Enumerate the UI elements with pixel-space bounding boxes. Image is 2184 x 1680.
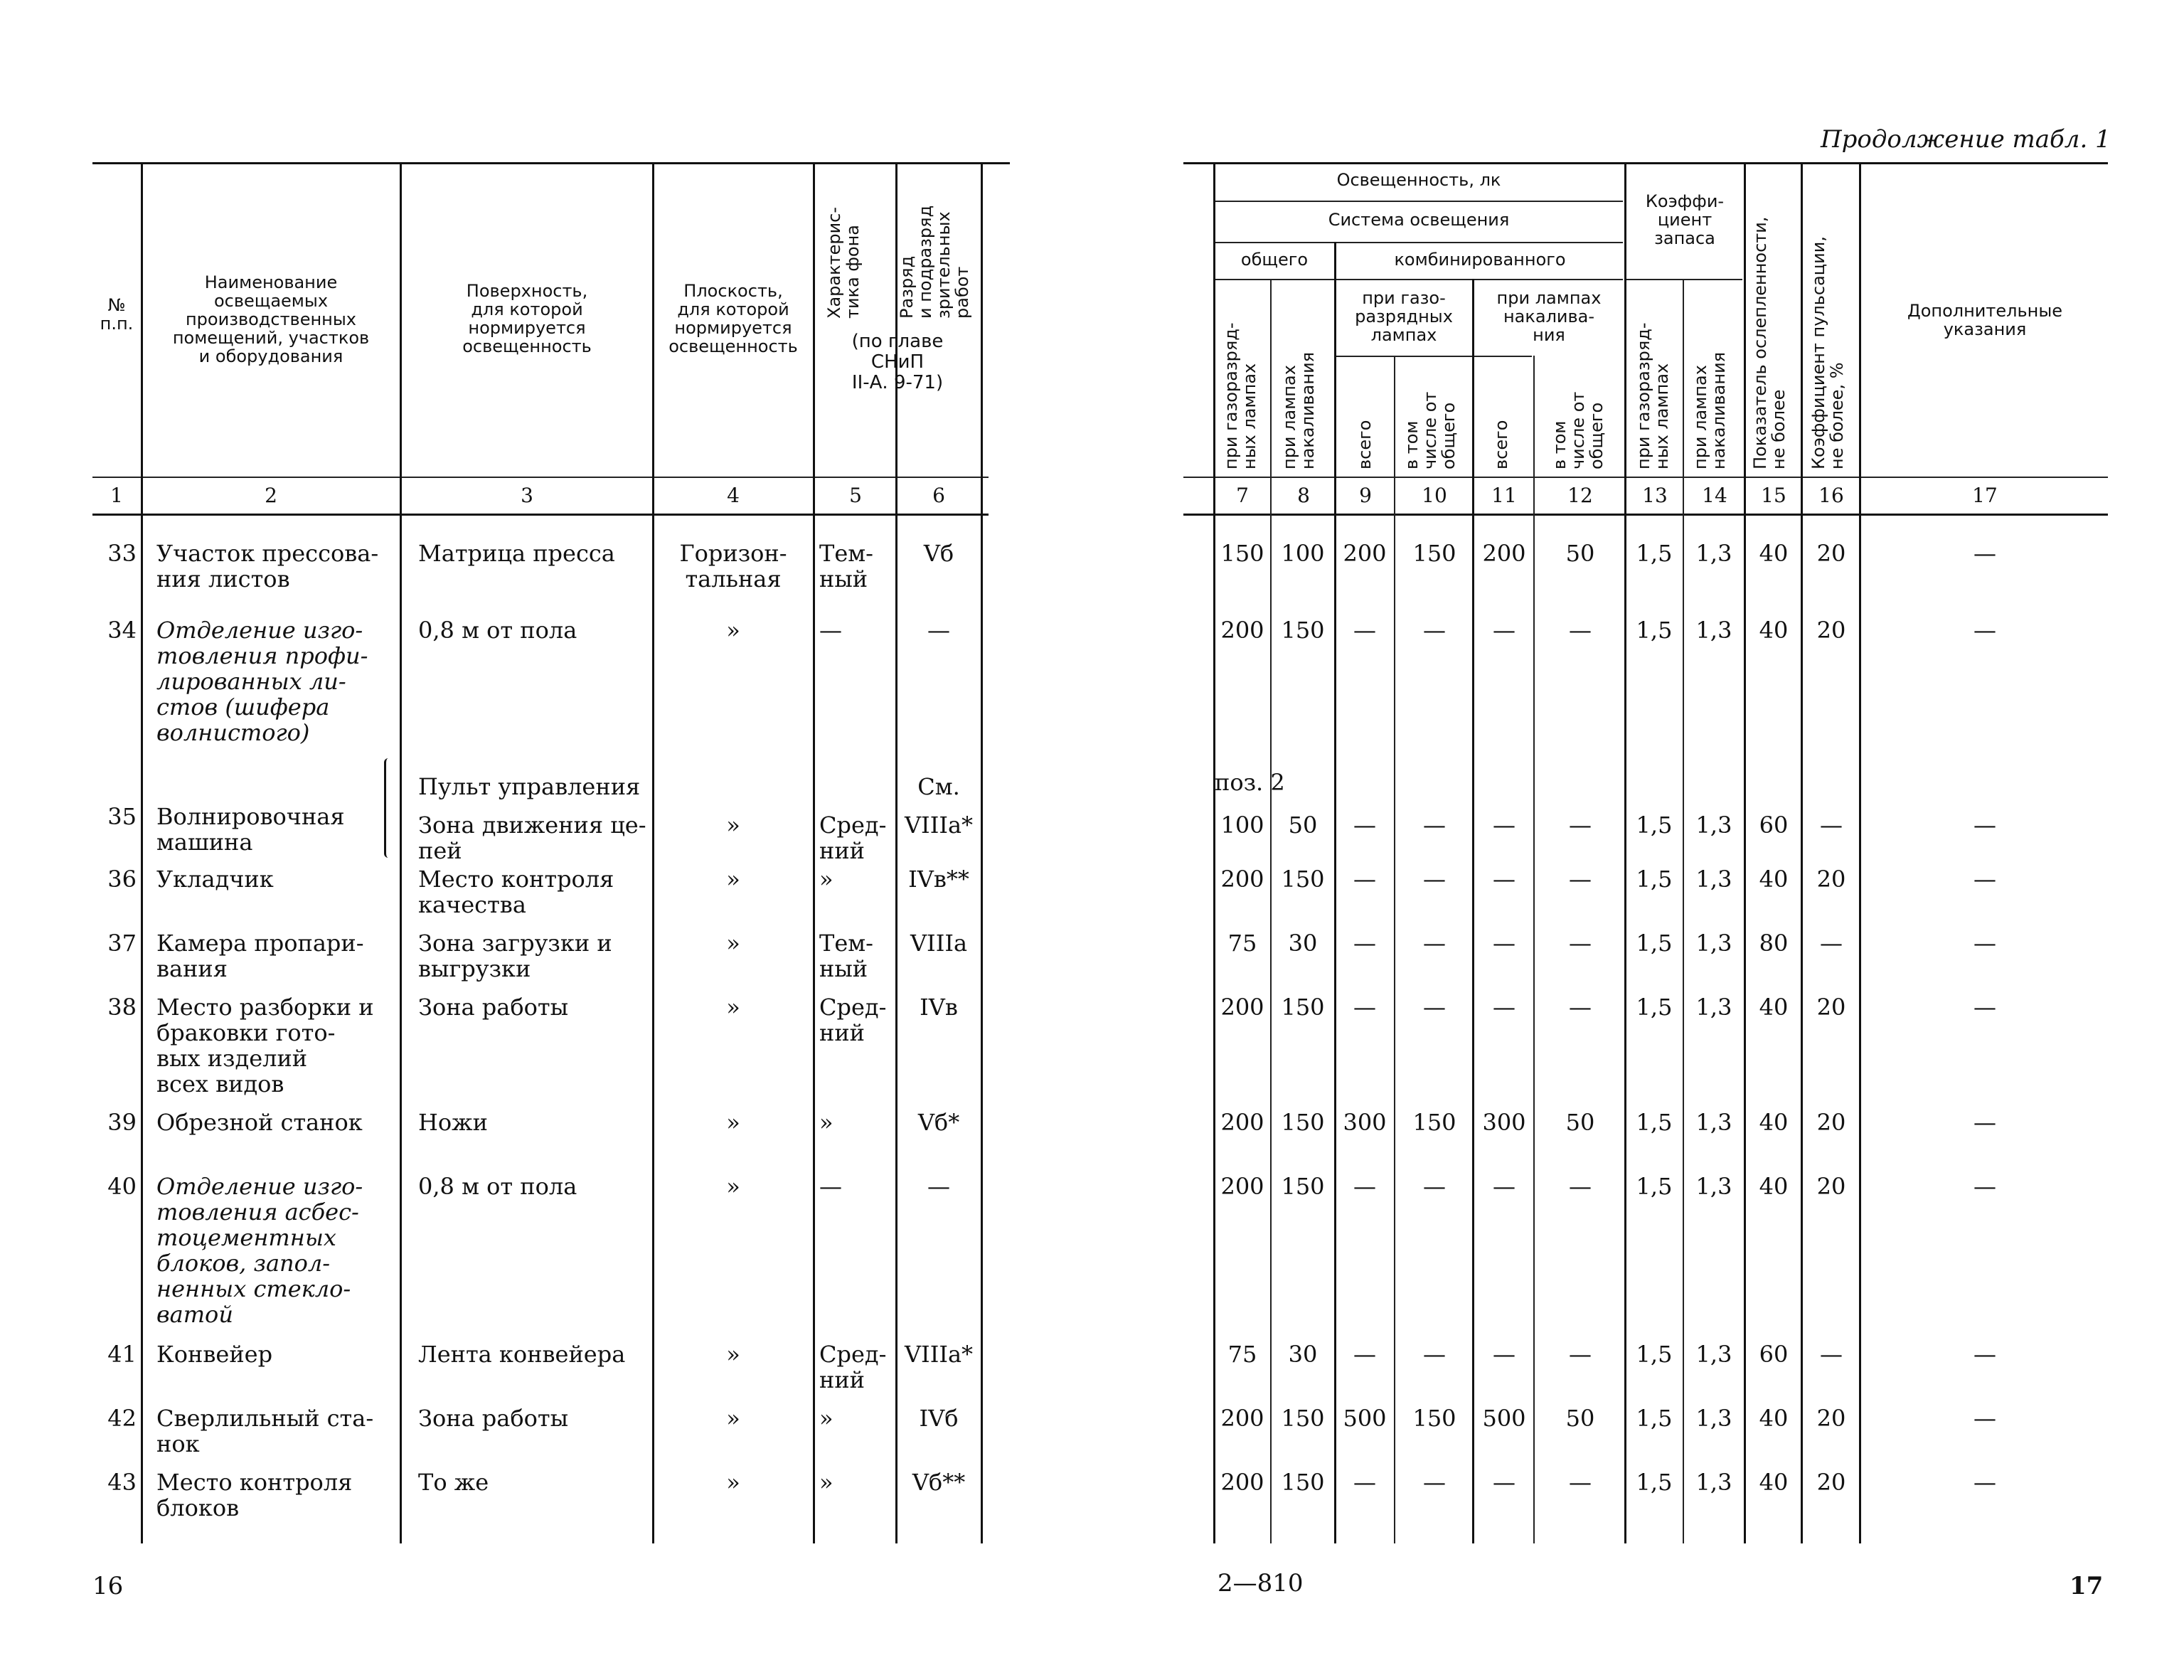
value-cell: 200 bbox=[1220, 994, 1264, 1021]
plane: » bbox=[726, 1109, 740, 1136]
value-cell: — bbox=[1569, 866, 1592, 893]
header-illuminance: Освещенность, лк bbox=[1336, 170, 1501, 190]
left-col-divider bbox=[400, 164, 402, 1543]
right-col-divider bbox=[1624, 164, 1626, 1543]
right-col-divider bbox=[1270, 279, 1272, 1543]
surface: Зона движения це- пей bbox=[418, 812, 646, 864]
header-combined: комбинированного bbox=[1394, 250, 1566, 270]
header-coefficient: Коэффи- циент запаса bbox=[1645, 191, 1725, 248]
value-cell: 40 bbox=[1759, 1405, 1789, 1432]
page-number-middle: 2—810 bbox=[1218, 1569, 1304, 1597]
column-number: 17 bbox=[1972, 484, 1998, 507]
value-cell: 50 bbox=[1565, 1109, 1595, 1136]
value-cell: 40 bbox=[1759, 1173, 1789, 1200]
header-category: Разряд и подразряд зрительных работ bbox=[897, 205, 972, 319]
surface: Пульт управления bbox=[418, 773, 641, 800]
value-cell: — bbox=[1423, 994, 1446, 1021]
header-col13: при газоразряд- ных лампах bbox=[1634, 322, 1672, 469]
value-cell: — bbox=[1973, 1109, 1996, 1136]
background: Тем- ный bbox=[819, 930, 873, 982]
surface: 0,8 м от пола bbox=[418, 617, 577, 644]
value-cell: — bbox=[1973, 1469, 1996, 1496]
room-name: Камера пропари- вания bbox=[156, 930, 364, 982]
row-number: 42 bbox=[107, 1405, 137, 1432]
value-cell: 1,3 bbox=[1695, 540, 1732, 567]
category: — bbox=[927, 617, 950, 644]
value-cell: 150 bbox=[1220, 540, 1264, 567]
value-cell: 1,5 bbox=[1636, 540, 1673, 567]
value-cell: 75 bbox=[1227, 1341, 1257, 1368]
left-colnum-bottom-rule bbox=[92, 514, 989, 516]
value-cell: 200 bbox=[1482, 540, 1526, 567]
value-cell: — bbox=[1423, 812, 1446, 839]
rule-general bbox=[1215, 279, 1623, 280]
right-col-divider bbox=[1683, 279, 1684, 1543]
value-cell: — bbox=[1569, 617, 1592, 644]
column-number: 7 bbox=[1236, 484, 1249, 507]
value-cell: — bbox=[1973, 540, 1996, 567]
value-cell: 20 bbox=[1816, 617, 1846, 644]
plane: » bbox=[726, 1469, 740, 1496]
column-number: 15 bbox=[1761, 484, 1786, 507]
column-number: 3 bbox=[521, 484, 533, 507]
value-cell: 150 bbox=[1281, 1109, 1325, 1136]
header-col14: при лампах накаливания bbox=[1690, 351, 1729, 469]
value-cell: 500 bbox=[1482, 1405, 1526, 1432]
value-cell: 1,3 bbox=[1695, 866, 1732, 893]
background: Тем- ный bbox=[819, 540, 873, 592]
value-cell: — bbox=[1569, 1173, 1592, 1200]
value-cell: 20 bbox=[1816, 1469, 1846, 1496]
brace bbox=[384, 758, 393, 858]
right-col-divider bbox=[1213, 164, 1215, 1543]
right-colnum-bottom-rule bbox=[1183, 514, 2108, 516]
plane: » bbox=[726, 617, 740, 644]
category: — bbox=[927, 1173, 950, 1200]
surface: Место контроля качества bbox=[418, 866, 614, 918]
column-number: 14 bbox=[1702, 484, 1727, 507]
value-cell: 30 bbox=[1288, 1341, 1318, 1368]
header-gas-lamps: при газо- разрядных лампах bbox=[1355, 288, 1453, 345]
value-cell: 1,5 bbox=[1636, 1109, 1673, 1136]
value-cell: — bbox=[1569, 1341, 1592, 1368]
value-cell: — bbox=[1423, 617, 1446, 644]
value-cell: — bbox=[1973, 994, 1996, 1021]
column-number: 5 bbox=[849, 484, 862, 507]
value-cell: — bbox=[1569, 994, 1592, 1021]
value-cell: 100 bbox=[1281, 540, 1325, 567]
value-cell: 200 bbox=[1220, 1109, 1264, 1136]
value-cell: — bbox=[1820, 930, 1843, 957]
value-cell: — bbox=[1820, 812, 1843, 839]
value-cell: — bbox=[1973, 617, 1996, 644]
header-col7: при газоразряд- ных лампах bbox=[1221, 322, 1259, 469]
room-name: Место контроля блоков bbox=[156, 1469, 353, 1521]
value-cell: 50 bbox=[1288, 812, 1318, 839]
page-number-left: 16 bbox=[92, 1572, 124, 1600]
background: Сред- ний bbox=[819, 812, 887, 864]
value-cell: 300 bbox=[1343, 1109, 1387, 1136]
value-cell: — bbox=[1423, 1341, 1446, 1368]
value-cell: 150 bbox=[1412, 1405, 1456, 1432]
surface: Лента конвейера bbox=[418, 1341, 626, 1368]
value-cell: 60 bbox=[1759, 1341, 1789, 1368]
rule-coef bbox=[1626, 279, 1742, 280]
value-cell: — bbox=[1423, 866, 1446, 893]
value-cell: — bbox=[1423, 1469, 1446, 1496]
value-cell: 1,5 bbox=[1636, 994, 1673, 1021]
header-number: № п.п. bbox=[100, 295, 134, 334]
value-cell: 200 bbox=[1220, 1405, 1264, 1432]
right-top-rule bbox=[1183, 162, 2108, 164]
value-cell: 1,5 bbox=[1636, 1469, 1673, 1496]
value-cell: — bbox=[1353, 866, 1376, 893]
value-cell: 1,5 bbox=[1636, 866, 1673, 893]
value-cell: 50 bbox=[1565, 540, 1595, 567]
value-cell: — bbox=[1973, 1173, 1996, 1200]
value-cell: 150 bbox=[1281, 1405, 1325, 1432]
right-col-divider bbox=[1334, 242, 1336, 1543]
right-col-divider bbox=[1472, 279, 1474, 1543]
room-name: Волнировочная машина bbox=[156, 803, 345, 856]
value-cell: 1,3 bbox=[1695, 812, 1732, 839]
value-cell: 1,3 bbox=[1695, 1469, 1732, 1496]
column-number: 10 bbox=[1422, 484, 1447, 507]
value-cell: 20 bbox=[1816, 540, 1846, 567]
right-col-divider bbox=[1394, 356, 1395, 1543]
background: » bbox=[819, 1405, 833, 1432]
value-cell: — bbox=[1973, 930, 1996, 957]
value-cell: 20 bbox=[1816, 994, 1846, 1021]
category: IVб bbox=[919, 1405, 959, 1432]
value-cell: — bbox=[1569, 930, 1592, 957]
category: Vб** bbox=[912, 1469, 966, 1496]
value-cell: 40 bbox=[1759, 617, 1789, 644]
right-col-divider bbox=[1859, 164, 1861, 1543]
value-cell: 40 bbox=[1759, 1469, 1789, 1496]
value-cell: 20 bbox=[1816, 1173, 1846, 1200]
plane: » bbox=[726, 812, 740, 839]
value-cell: — bbox=[1493, 812, 1516, 839]
value-cell: 1,5 bbox=[1636, 812, 1673, 839]
header-plane: Плоскость, для которой нормируется освещенность bbox=[668, 281, 798, 356]
value-cell: 20 bbox=[1816, 1109, 1846, 1136]
row-number: 41 bbox=[107, 1341, 137, 1368]
value-cell: 200 bbox=[1343, 540, 1387, 567]
room-name: Участок прессова- ния листов bbox=[156, 540, 379, 592]
column-number: 13 bbox=[1642, 484, 1668, 507]
background: Сред- ний bbox=[819, 1341, 887, 1393]
category: IVв** bbox=[908, 866, 969, 893]
left-col-divider bbox=[981, 164, 983, 1543]
value-cell: — bbox=[1973, 866, 1996, 893]
value-cell: 60 bbox=[1759, 812, 1789, 839]
category: VIIIa bbox=[910, 930, 968, 957]
value-cell: 75 bbox=[1227, 930, 1257, 957]
value-cell: 500 bbox=[1343, 1405, 1387, 1432]
value-cell: — bbox=[1569, 812, 1592, 839]
row-number: 34 bbox=[107, 617, 137, 644]
row-number: 35 bbox=[107, 803, 137, 830]
value-cell: — bbox=[1423, 930, 1446, 957]
room-name: Отделение изго- товления профи- лированных ли- стов (шифера волнистого) bbox=[156, 617, 368, 746]
value-cell: 1,5 bbox=[1636, 1341, 1673, 1368]
value-cell: 1,3 bbox=[1695, 1341, 1732, 1368]
plane: » bbox=[726, 1405, 740, 1432]
header-incandescent: при лампах накалива- ния bbox=[1496, 288, 1602, 345]
value-cell: — bbox=[1493, 866, 1516, 893]
header-col12: в том числе от общего bbox=[1550, 391, 1607, 469]
plane: » bbox=[726, 930, 740, 957]
background: Сред- ний bbox=[819, 994, 887, 1046]
left-header-bottom-rule bbox=[92, 477, 989, 478]
value-cell: — bbox=[1353, 994, 1376, 1021]
column-number: 1 bbox=[110, 484, 123, 507]
value-cell: — bbox=[1569, 1469, 1592, 1496]
surface: Матрица пресса bbox=[418, 540, 615, 567]
right-col-divider bbox=[1744, 164, 1746, 1543]
plane: » bbox=[726, 1173, 740, 1200]
value-cell: 1,5 bbox=[1636, 1405, 1673, 1432]
header-col17: Дополнительные указания bbox=[1907, 301, 2063, 339]
value-cell: — bbox=[1820, 1341, 1843, 1368]
column-number: 9 bbox=[1359, 484, 1372, 507]
rule-inc bbox=[1486, 356, 1532, 357]
value-cell: 150 bbox=[1281, 866, 1325, 893]
value-cell: — bbox=[1973, 812, 1996, 839]
value-cell: 1,3 bbox=[1695, 994, 1732, 1021]
room-name: Укладчик bbox=[156, 866, 274, 893]
background: — bbox=[819, 1173, 842, 1200]
rule-osv bbox=[1215, 201, 1623, 202]
value-cell: 150 bbox=[1281, 1173, 1325, 1200]
value-cell: 200 bbox=[1220, 617, 1264, 644]
column-number: 11 bbox=[1491, 484, 1517, 507]
value-cell: 150 bbox=[1281, 617, 1325, 644]
column-number: 8 bbox=[1297, 484, 1310, 507]
continuation-label: Продолжение табл. 1 bbox=[1821, 125, 2111, 154]
value-cell: 1,5 bbox=[1636, 930, 1673, 957]
right-col-divider bbox=[1801, 164, 1803, 1543]
header-col16: Коэффициент пульсации, не более, % bbox=[1809, 236, 1847, 469]
value-cell: 150 bbox=[1281, 1469, 1325, 1496]
page-number-right: 17 bbox=[2070, 1572, 2104, 1600]
right-col-divider bbox=[1533, 356, 1535, 1543]
value-cell: — bbox=[1423, 1173, 1446, 1200]
room-name: Отделение изго- товления асбес- тоцементных блоков, запол- ненных стекло- ватой bbox=[156, 1173, 363, 1328]
value-cell: 1,3 bbox=[1695, 617, 1732, 644]
value-cell: 1,3 bbox=[1695, 1109, 1732, 1136]
value-cell: — bbox=[1493, 1341, 1516, 1368]
header-col9: всего bbox=[1355, 420, 1375, 469]
value-cell: — bbox=[1973, 1405, 1996, 1432]
row-number: 36 bbox=[107, 866, 137, 893]
surface: Ножи bbox=[418, 1109, 488, 1136]
value-cell: 150 bbox=[1281, 994, 1325, 1021]
header-background: Характерис- тика фона bbox=[824, 206, 863, 319]
column-number: 12 bbox=[1567, 484, 1593, 507]
value-cell: — bbox=[1353, 1469, 1376, 1496]
surface: Зона работы bbox=[418, 1405, 569, 1432]
header-name: Наименование освещаемых производственных помещений, участков и оборудования bbox=[172, 272, 370, 366]
left-col-divider bbox=[813, 164, 815, 1543]
category: VIIIa* bbox=[904, 1341, 974, 1368]
row-number: 38 bbox=[107, 994, 137, 1021]
plane: Горизон- тальная bbox=[679, 540, 787, 592]
background: » bbox=[819, 1109, 833, 1136]
value-cell: 40 bbox=[1759, 540, 1789, 567]
row-number: 39 bbox=[107, 1109, 137, 1136]
row-number: 43 bbox=[107, 1469, 137, 1496]
background: » bbox=[819, 1469, 833, 1496]
room-name: Конвейер bbox=[156, 1341, 273, 1368]
value-cell: — bbox=[1493, 930, 1516, 957]
row-number: 37 bbox=[107, 930, 137, 957]
header-snip: (по главе СНиП II-А. 9-71) bbox=[851, 331, 944, 393]
surface: 0,8 м от пола bbox=[418, 1173, 577, 1200]
value-cell: — bbox=[1493, 994, 1516, 1021]
rule-system bbox=[1215, 242, 1623, 243]
plane: » bbox=[726, 1341, 740, 1368]
header-col10: в том числе от общего bbox=[1402, 391, 1459, 469]
value-cell: 1,3 bbox=[1695, 1173, 1732, 1200]
column-number: 2 bbox=[265, 484, 277, 507]
value-cell: 40 bbox=[1759, 866, 1789, 893]
value-cell: 200 bbox=[1220, 866, 1264, 893]
surface: Зона загрузки и выгрузки bbox=[418, 930, 612, 982]
value-cell: — bbox=[1353, 1341, 1376, 1368]
room-name: Сверлильный ста- нок bbox=[156, 1405, 374, 1457]
plane: » bbox=[726, 866, 740, 893]
value-cell: 200 bbox=[1220, 1469, 1264, 1496]
value-cell: 1,3 bbox=[1695, 1405, 1732, 1432]
value-cell: — bbox=[1973, 1341, 1996, 1368]
header-system: Система освещения bbox=[1328, 210, 1510, 230]
value-cell: — bbox=[1493, 617, 1516, 644]
value-cell: — bbox=[1493, 1469, 1516, 1496]
value-cell: 50 bbox=[1565, 1405, 1595, 1432]
value-cell: 40 bbox=[1759, 1109, 1789, 1136]
value-cell: — bbox=[1493, 1173, 1516, 1200]
right-header-bottom-rule bbox=[1183, 477, 2108, 478]
value-cell: 40 bbox=[1759, 994, 1789, 1021]
column-number: 6 bbox=[932, 484, 945, 507]
header-col15: Показатель ослепленности, не более bbox=[1750, 216, 1789, 469]
header-surface: Поверхность, для которой нормируется освещенность bbox=[462, 281, 592, 356]
value-cell: 80 bbox=[1759, 930, 1789, 957]
surface: Зона работы bbox=[418, 994, 569, 1021]
value-cell: 1,5 bbox=[1636, 1173, 1673, 1200]
value-cell: 200 bbox=[1220, 1173, 1264, 1200]
value-cell: — bbox=[1353, 812, 1376, 839]
position-note: поз. 2 bbox=[1215, 769, 1285, 796]
background: » bbox=[819, 866, 833, 893]
value-cell: — bbox=[1353, 617, 1376, 644]
surface: То же bbox=[418, 1469, 489, 1496]
left-top-rule bbox=[92, 162, 1010, 164]
category: VIIIa* bbox=[904, 812, 974, 839]
header-col8: при лампах накаливания bbox=[1279, 351, 1318, 469]
value-cell: 150 bbox=[1412, 540, 1456, 567]
value-cell: 1,3 bbox=[1695, 930, 1732, 957]
row-number: 40 bbox=[107, 1173, 137, 1200]
value-cell: 150 bbox=[1412, 1109, 1456, 1136]
column-number: 4 bbox=[727, 484, 740, 507]
value-cell: 100 bbox=[1220, 812, 1264, 839]
column-number: 16 bbox=[1818, 484, 1844, 507]
category: См. bbox=[917, 773, 960, 800]
value-cell: 300 bbox=[1482, 1109, 1526, 1136]
value-cell: — bbox=[1353, 930, 1376, 957]
value-cell: 20 bbox=[1816, 1405, 1846, 1432]
row-number: 33 bbox=[107, 540, 137, 567]
plane: » bbox=[726, 994, 740, 1021]
value-cell: — bbox=[1353, 1173, 1376, 1200]
category: IVв bbox=[920, 994, 958, 1021]
background: — bbox=[819, 617, 842, 644]
room-name: Место разборки и браковки гото- вых изделий всех видов bbox=[156, 994, 374, 1097]
category: Vб bbox=[923, 540, 954, 567]
room-name: Обрезной станок bbox=[156, 1109, 363, 1136]
category: Vб* bbox=[917, 1109, 960, 1136]
header-general: общего bbox=[1240, 250, 1309, 270]
left-col-divider bbox=[141, 164, 143, 1543]
header-col11: всего bbox=[1491, 420, 1511, 469]
value-cell: 20 bbox=[1816, 866, 1846, 893]
value-cell: 30 bbox=[1288, 930, 1318, 957]
value-cell: 1,5 bbox=[1636, 617, 1673, 644]
